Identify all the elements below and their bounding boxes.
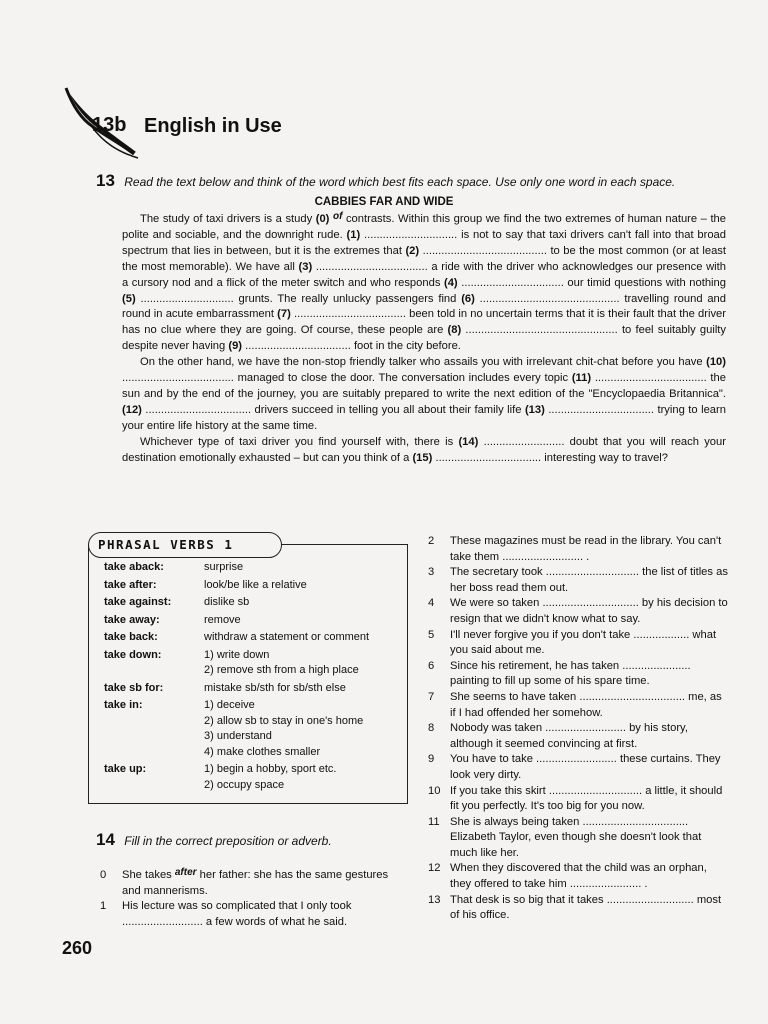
item-text: We were so taken ............................... by his decision to resign that we didn't know what to say. (450, 597, 728, 625)
phrasal-verb-meaning: 3) understand (204, 730, 272, 742)
item-number: 4 (428, 597, 435, 610)
phrasal-verbs-table (104, 560, 402, 793)
exercise-14-item (428, 861, 728, 892)
cloze-text-segment: Whichever type of taxi driver you find yourself with, there is (140, 435, 459, 448)
example-text-before: She takes (122, 869, 175, 881)
phrasal-verb-row (104, 778, 402, 794)
item-text: You have to take .......................... these curtains. They look very dirty. (450, 753, 721, 781)
gap-number: (2) (405, 244, 420, 257)
exercise-14-item (428, 721, 728, 752)
exercise-14-instruction (96, 830, 332, 850)
phrasal-verb (104, 714, 204, 730)
item-number: 2 (428, 535, 435, 547)
gap-number: (7) (277, 308, 291, 321)
gap-number: (14) (458, 435, 479, 448)
cloze-text-segment: contrasts. Within this group we find the two extremes of human nature – the polite and sociable, and the downright rude. (122, 213, 726, 241)
phrasal-verb-row (104, 745, 402, 761)
cloze-paragraph (122, 435, 726, 467)
gap-number: (1) (346, 228, 361, 241)
item-text: Nobody was taken .......................... by his story, although it seemed convincing at first. (450, 722, 688, 750)
cloze-text-segment: .................................... been told in no uncertain terms that it is their fault that the driver has no clue where they are going. Of course, these people are (122, 308, 726, 337)
item-number: 7 (428, 690, 435, 703)
phrasal-verb-meaning: surprise (204, 561, 244, 573)
gap-number: (15) (412, 451, 433, 464)
item-text: If you take this skirt .............................. a little, it should fit you perfectly. It's too big for you now. (450, 784, 723, 813)
cloze-paragraph (122, 355, 726, 435)
phrasal-verb-meaning: 2) allow sb to stay in one's home (204, 714, 364, 727)
phrasal-verb: take down: (104, 648, 162, 661)
exercise-14-number: 14 (96, 830, 115, 849)
phrasal-verb (104, 729, 204, 745)
phrasal-verb-meaning: 2) occupy space (204, 778, 285, 791)
phrasal-verb-meaning: 1) write down (204, 648, 270, 661)
phrasal-verb-row (104, 628, 402, 646)
cloze-text-segment: The study of taxi drivers is a study (140, 213, 316, 225)
cloze-text-segment: .................................... managed to close the door. The conversation includes every topic (122, 372, 572, 385)
exercise-14-item (100, 899, 404, 930)
phrasal-verb-row (104, 576, 402, 594)
exercise-14-item (428, 690, 728, 721)
gap-number: (3) (298, 260, 313, 273)
item-number: 5 (428, 628, 435, 641)
gap-number: (10) (706, 356, 726, 369)
cloze-text-segment: ................................................. to feel suitably guilty despite never having (122, 324, 727, 353)
exercise-14-item (428, 752, 728, 783)
item-number: 1 (100, 900, 107, 913)
exercise-14-item (428, 565, 728, 596)
phrasal-verb: take sb for: (104, 681, 164, 694)
phrasal-verb-meaning: look/be like a relative (204, 578, 307, 591)
phrasal-verb: take after: (104, 578, 157, 591)
phrasal-verb-meaning: 2) remove sth from a high place (204, 664, 359, 676)
phrasal-verb-meaning: 4) make clothes smaller (204, 745, 321, 758)
item-number: 0 (100, 869, 107, 881)
gap-number: (6) (461, 292, 475, 305)
example-text-after: her father: she has the same gestures and mannerisms. (122, 869, 389, 897)
item-text: His lecture was so complicated that I only took .......................... a few words of what he said. (122, 900, 352, 928)
cloze-text-segment: .............................. grunts. The really unlucky passengers find (135, 292, 462, 305)
phrasal-verb-meaning: withdraw a statement or comment (204, 631, 370, 643)
cloze-text (122, 212, 726, 467)
exercise-13-instruction-text: Read the text below and think of the word which best fits each space. Use only one word in each space. (124, 175, 676, 189)
phrasal-verb-row (104, 714, 402, 730)
phrasal-verb: take aback: (104, 561, 164, 573)
exercise-14-instruction-text: Fill in the correct preposition or adverb. (124, 834, 332, 848)
exercise-14-item (428, 596, 728, 627)
item-number: 11 (428, 815, 440, 828)
cloze-text-segment: ........................................ to be the most common (or at least the most memorable). We have all (122, 244, 726, 273)
phrasal-verb-meaning: remove (204, 613, 241, 626)
phrasal-verb-row (104, 679, 402, 697)
item-text: She is always being taken .................................. Elizabeth Taylor, even though she doesn't look that much like her. (450, 815, 702, 859)
gap-number: (4) (443, 276, 458, 289)
item-text: That desk is so big that it takes ............................ most of his office. (450, 893, 722, 922)
cloze-title: CABBIES FAR AND WIDE (314, 196, 454, 208)
cloze-text-segment: .......................... doubt that you will reach your destination emotionally exhausted – but can you think of a (122, 435, 726, 464)
phrasal-verb-row (104, 760, 402, 778)
phrasal-verbs-title: PHRASAL VERBS 1 (98, 537, 234, 552)
exercise-14-left-column (100, 868, 404, 930)
phrasal-verb-row (104, 593, 402, 611)
item-number: 3 (428, 566, 435, 579)
item-text: The secretary took .............................. the list of titles as her boss read them out. (450, 566, 728, 594)
example-answer: of (332, 211, 343, 222)
cloze-text-segment: ................................. our timid questions with nothing (457, 276, 726, 289)
phrasal-verb-meaning: 1) deceive (204, 699, 255, 711)
phrasal-verb: take in: (104, 699, 143, 711)
phrasal-verb-row (104, 663, 402, 679)
cloze-text-segment: .............................. is not to say that taxi drivers can't fall into that broad spectrum that lies in between, but it is the extremes that (122, 228, 726, 257)
phrasal-verb (104, 778, 204, 794)
phrasal-verb: take back: (104, 631, 158, 643)
phrasal-verb-row (104, 696, 402, 714)
exercise-14-example (100, 868, 404, 899)
item-number: 13 (428, 893, 441, 906)
section-title: English in Use (144, 115, 282, 137)
phrasal-verb-row (104, 611, 402, 629)
phrasal-verb: take against: (104, 596, 172, 608)
item-number: 12 (428, 862, 441, 875)
unit-number: 13b (92, 114, 127, 136)
exercise-14-right-column (428, 534, 728, 924)
cloze-text-segment: .................................. drivers succeed in telling you all about their family life (141, 403, 525, 416)
item-number: 8 (428, 722, 435, 735)
cloze-text-segment: .................................. trying to learn your entire life history at the same time. (122, 403, 726, 432)
item-text: These magazines must be read in the library. You can't take them .......................... . (450, 535, 722, 563)
exercise-14-item (428, 659, 728, 690)
gap-number: (11) (571, 372, 592, 385)
exercise-14-item (428, 784, 728, 815)
cloze-text-segment: .................................. interesting way to travel? (432, 451, 669, 464)
item-number: 9 (428, 753, 435, 766)
item-text: I'll never forgive you if you don't take .................. what you said about me. (450, 628, 717, 657)
cloze-text-segment: .................................... the sun and by the end of the journey, you are suitably prepared to write the next edition of the "Encyclopaedia Britannica". (122, 372, 726, 400)
gap-number: (13) (524, 403, 545, 416)
item-text: Since his retirement, he has taken ...................... painting to fill up some of his spare time. (450, 659, 691, 688)
exercise-14-item (428, 628, 728, 659)
exercise-13-instruction (96, 171, 736, 191)
phrasal-verb-row (104, 729, 402, 745)
item-number: 10 (428, 784, 441, 797)
item-number: 6 (428, 659, 435, 672)
phrasal-verb-meaning: mistake sb/sth for sb/sth else (204, 681, 346, 694)
cloze-text-segment: .................................... a ride with the driver who acknowledges our presence with a cursory nod and a flick of the meter switch and who responds (122, 260, 726, 289)
item-text: She seems to have taken .................................. me, as if I had offended her somehow. (450, 690, 722, 719)
gap-number: (5) (122, 292, 136, 305)
gap-number: (0) (315, 213, 330, 225)
phrasal-verb-meaning: 1) begin a hobby, sport etc. (204, 763, 337, 775)
cloze-text-segment: On the other hand, we have the non-stop friendly talker who assails you with irrelevant chit-chat before you have (140, 356, 707, 369)
phrasal-verb-row (104, 560, 402, 576)
item-text: When they discovered that the child was an orphan, they offered to take him ....................... . (450, 862, 707, 891)
phrasal-verb (104, 745, 204, 761)
phrasal-verb: take up: (104, 763, 147, 775)
page-number: 260 (62, 938, 93, 958)
phrasal-verb-meaning: dislike sb (204, 596, 250, 608)
cloze-text-segment: ............................................. travelling round and round in acute embarrassment (122, 292, 727, 321)
exercise-14-item (428, 815, 728, 862)
gap-number: (8) (447, 324, 462, 337)
exercise-14-item (428, 893, 728, 924)
exercise-13-number: 13 (96, 171, 115, 190)
phrasal-verb: take away: (104, 613, 160, 626)
cloze-paragraph (122, 212, 726, 355)
gap-number: (12) (122, 403, 142, 416)
phrasal-verb (104, 663, 204, 679)
cloze-text-segment: .................................. foot in the city before. (242, 340, 461, 353)
exercise-14-item (428, 534, 728, 565)
phrasal-verb-row (104, 646, 402, 664)
gap-number: (9) (228, 340, 243, 353)
example-answer: after (174, 867, 197, 878)
